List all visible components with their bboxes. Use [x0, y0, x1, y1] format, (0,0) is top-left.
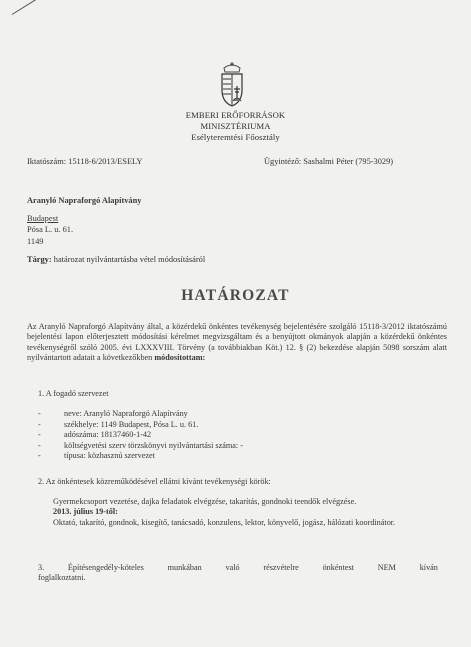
recipient-zip: 1149 [27, 236, 44, 246]
decision-emphasis: módosítottam [154, 352, 203, 362]
section-3-line2: foglalkoztatni. [38, 573, 86, 583]
recipient-name: Aranyló Napraforgó Alapítvány [27, 196, 142, 205]
activities-previous: Gyermekcsoport vezetése, dajka feladatok elvégzése, takarítás, gondnoki teendők elvégzése. [53, 497, 357, 506]
list-dash: - [38, 419, 41, 429]
section-3-word: Építésengedély-köteles [67, 563, 144, 572]
document-title: HATÁROZAT [181, 287, 290, 304]
department-name: Esélyteremtési Főosztály [191, 132, 280, 142]
recipient-city: Budapest [27, 214, 59, 224]
list-item-text: típusa: közhasznú szervezet [64, 451, 155, 461]
section-2-heading: 2. Az önkéntesek közreműködésével ellátni kívánt tevékenységi körök: [38, 477, 271, 486]
pen-mark [12, 0, 36, 15]
ministry-header [0, 110, 471, 143]
list-dash: - [38, 440, 41, 450]
section-3-line1 [38, 563, 438, 573]
ministry-name-line2: MINISZTÉRIUMA [200, 121, 271, 131]
file-number: Iktatószám: 15118-6/2013/ESELY [27, 157, 143, 166]
subject-text: határozat nyilvántartásba vétel módosításáról [51, 255, 206, 264]
section-3-word: való [225, 563, 240, 572]
list-dash: - [38, 451, 41, 461]
section-3-word: munkában [167, 563, 202, 572]
section-3-word: kíván [419, 563, 438, 572]
section-3-word: önkéntest [322, 563, 354, 572]
activities-new: Oktató, takarító, gondnok, kisegítő, tanácsadó, konzulens, lektor, könyvelő, jogász, hálózati koordinátor. [53, 517, 396, 527]
list-item [38, 441, 243, 452]
list-item [38, 409, 243, 420]
subject-label: Tárgy: [27, 255, 52, 264]
list-item-text: székhelye: 1149 Budapest, Pósa L. u. 61. [64, 419, 199, 429]
case-officer: Ügyintéző: Sashalmi Péter (795-3029) [264, 157, 394, 166]
decision-text: Az Aranyló Napraforgó Alapítvány által, a közérdekű önkéntes tevékenység bejelentésére szolgáló 15118-3/2012 iktatószámú bejelentési lapon előterjesztett módosítási kérelmet megvizsgáltam és a benyújtott okmányok alapján a közérdekű önkéntes tevékenységről szóló 2005. évi LXXXVIII. Törvény (a továbbiakban Köt.) 12. § (2) bekezdése alapján 5098 sorszám alatt nyilvántartott adatait a következőkben [27, 322, 447, 362]
list-item-text: adószáma: 18137460-1-42 [64, 430, 152, 440]
decision-paragraph [27, 322, 447, 363]
list-item [38, 451, 243, 462]
ministry-name-line1: EMBERI ERŐFORRÁSOK [185, 110, 286, 120]
list-dash: - [38, 430, 41, 440]
section-1-heading: 1. A fogadó szervezet [38, 389, 109, 398]
section-3-word: 3. [38, 563, 45, 572]
subject-line [27, 255, 205, 264]
list-item-text: neve: Aranyló Napraforgó Alapítvány [64, 409, 188, 418]
list-item-text: költségvetési szerv törzskönyvi nyilvántartási száma: - [64, 440, 243, 450]
recipient-street: Pósa L. u. 61. [27, 225, 74, 235]
organization-details-list [38, 409, 243, 462]
recipient-address [27, 195, 141, 247]
section-3 [38, 563, 438, 584]
list-item [38, 420, 243, 431]
list-item [38, 430, 243, 441]
section-3-word: részvételre [263, 563, 299, 572]
section-3-word: NEM [377, 563, 396, 572]
activities-date: 2013. július 19-től: [53, 507, 118, 517]
activities-block [53, 497, 438, 528]
hungarian-coat-of-arms-icon [218, 62, 246, 108]
decision-end: : [202, 352, 206, 362]
list-dash: - [38, 409, 41, 418]
